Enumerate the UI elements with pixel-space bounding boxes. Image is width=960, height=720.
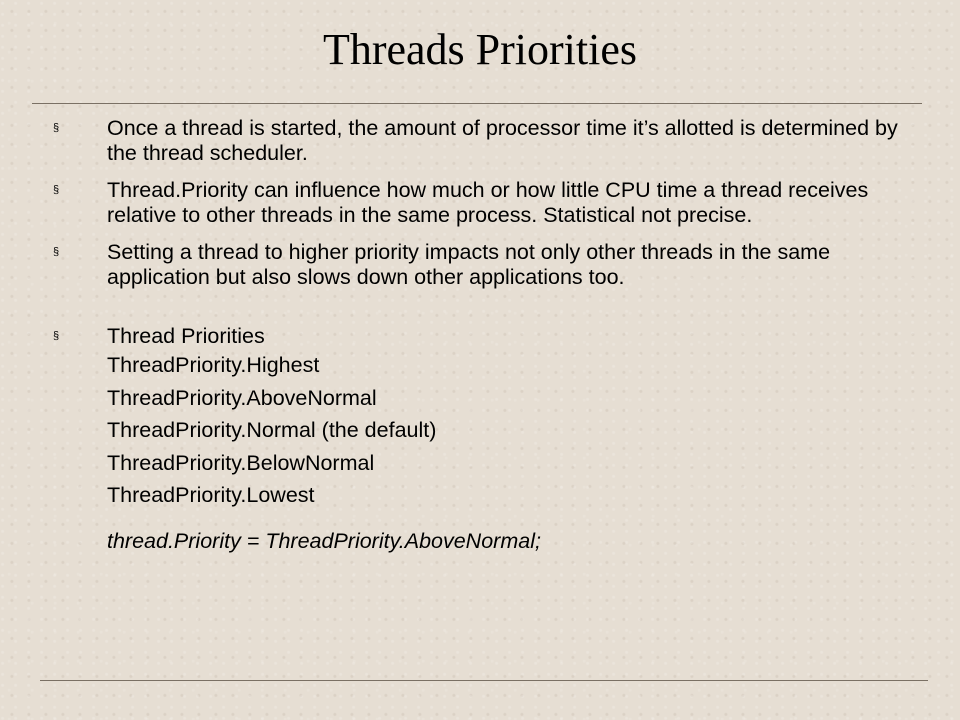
- bullet-text: Setting a thread to higher priority impacts not only other threads in the same application but also slows down other applications too.: [107, 240, 831, 289]
- footer-divider: [40, 680, 928, 681]
- bullet-item: [0, 116, 960, 166]
- slide-title: Threads Priorities: [322, 25, 638, 74]
- bullet-list: [0, 116, 960, 554]
- code-example: thread.Priority = ThreadPriority.AboveNormal;: [107, 528, 541, 553]
- bullet-square-icon: §: [53, 246, 60, 258]
- bullet-item: [0, 324, 960, 554]
- bullet-square-icon: §: [53, 330, 60, 342]
- bullet-item: [0, 178, 960, 228]
- priority-item: ThreadPriority.Lowest: [107, 483, 315, 507]
- priority-item: ThreadPriority.Highest: [107, 353, 320, 377]
- title-divider: [32, 103, 922, 104]
- bullet-text: Once a thread is started, the amount of processor time it’s allotted is determined by the thread scheduler.: [107, 116, 898, 165]
- bullet-square-icon: §: [53, 184, 60, 196]
- bullet-item: [0, 240, 960, 290]
- priority-item: ThreadPriority.Normal (the default): [107, 418, 437, 442]
- priority-item: ThreadPriority.BelowNormal: [107, 450, 375, 475]
- bullet-square-icon: §: [53, 122, 60, 134]
- priority-item: ThreadPriority.AboveNormal: [107, 385, 377, 410]
- bullet-text: Thread.Priority can influence how much or how little CPU time a thread receives relative to other threads in the same process. Statistical not precise.: [107, 178, 869, 227]
- priority-list: [0, 349, 960, 512]
- bullet-text: Thread Priorities: [107, 324, 265, 348]
